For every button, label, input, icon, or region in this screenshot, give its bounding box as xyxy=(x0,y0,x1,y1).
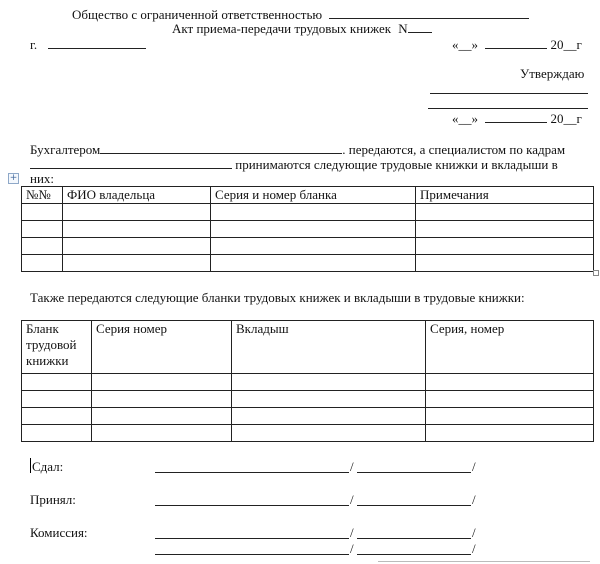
table-row xyxy=(22,391,594,408)
city-line xyxy=(30,36,146,52)
commission-name-field-1[interactable] xyxy=(357,538,471,539)
table-move-handle-icon[interactable]: + xyxy=(9,173,18,183)
table-row xyxy=(22,425,594,442)
table-row xyxy=(22,204,594,221)
approval-date-line xyxy=(452,110,582,126)
table-cell[interactable] xyxy=(416,238,594,255)
accountant-name-field[interactable] xyxy=(100,141,342,154)
page-edge-line xyxy=(378,561,590,562)
separator: / xyxy=(472,541,476,556)
separator: / xyxy=(472,459,476,474)
approval-name-field[interactable] xyxy=(428,108,588,109)
commission-position-field-2[interactable] xyxy=(155,554,349,555)
city-field[interactable] xyxy=(48,36,146,49)
table-cell[interactable] xyxy=(63,255,211,272)
received-name-field[interactable] xyxy=(357,505,471,506)
table-cell[interactable] xyxy=(22,391,92,408)
separator: / xyxy=(350,459,354,474)
header-date-day: «__» xyxy=(452,37,478,52)
table-row xyxy=(22,408,594,425)
col-series-number-header: Серия номер xyxy=(92,321,232,374)
table-cell[interactable] xyxy=(63,221,211,238)
table-cell[interactable] xyxy=(92,391,232,408)
table-cell[interactable] xyxy=(63,238,211,255)
handed-name-field[interactable] xyxy=(357,472,471,473)
transfer-line-2 xyxy=(30,156,558,172)
table-cell[interactable] xyxy=(416,204,594,221)
table-cell[interactable] xyxy=(22,374,92,391)
approval-date-month-field[interactable] xyxy=(485,110,547,123)
table-row xyxy=(22,238,594,255)
col-number-header: №№ xyxy=(22,187,63,204)
table-resize-handle-icon[interactable] xyxy=(593,270,599,276)
commission-name-field-2[interactable] xyxy=(357,554,471,555)
col-blank-header: Бланк трудовой книжки xyxy=(22,321,92,374)
work-books-table xyxy=(21,186,594,272)
table-header-row xyxy=(22,187,594,204)
col-owner-header: ФИО владельца xyxy=(63,187,211,204)
col-insert-header: Вкладыш xyxy=(232,321,426,374)
table-cell[interactable] xyxy=(211,204,416,221)
table-cell[interactable] xyxy=(22,238,63,255)
table-cell[interactable] xyxy=(426,408,594,425)
approval-date-day: «__» xyxy=(452,111,478,126)
table-row xyxy=(22,374,594,391)
header-date-month-field[interactable] xyxy=(485,36,547,49)
table-cell[interactable] xyxy=(232,374,426,391)
received-label: Принял: xyxy=(30,492,76,507)
table-cell[interactable] xyxy=(22,221,63,238)
act-number-field[interactable] xyxy=(408,20,432,33)
approval-date-year: 20__г xyxy=(550,111,582,126)
text-cursor xyxy=(30,458,31,473)
header-date-line xyxy=(452,36,582,52)
commission-position-field-1[interactable] xyxy=(155,538,349,539)
table-cell[interactable] xyxy=(232,391,426,408)
section2-text: Также передаются следующие бланки трудовых книжек и вкладыши в трудовые книжки: xyxy=(30,290,525,305)
table-cell[interactable] xyxy=(211,238,416,255)
transfer-line-3: них: xyxy=(30,171,55,186)
accountant-label: Бухгалтером xyxy=(30,142,101,157)
table-cell[interactable] xyxy=(22,204,63,221)
act-number-label: N xyxy=(398,21,408,36)
handed-position-field[interactable] xyxy=(155,472,349,473)
col-series-header: Серия и номер бланка xyxy=(211,187,416,204)
org-name-field[interactable] xyxy=(329,6,529,19)
table-cell[interactable] xyxy=(416,221,594,238)
table-cell[interactable] xyxy=(211,255,416,272)
col-notes-header: Примечания xyxy=(416,187,594,204)
table-cell[interactable] xyxy=(22,425,92,442)
accept-text: принимаются следующие трудовые книжки и вкладыши в xyxy=(235,157,558,172)
separator: / xyxy=(350,525,354,540)
separator: / xyxy=(472,525,476,540)
transfer-text: . передаются, а специалистом по кадрам xyxy=(342,142,566,157)
table-cell[interactable] xyxy=(232,425,426,442)
hr-specialist-name-field[interactable] xyxy=(30,156,232,169)
table-row xyxy=(22,221,594,238)
table-cell[interactable] xyxy=(22,408,92,425)
table-cell[interactable] xyxy=(63,204,211,221)
table-cell[interactable] xyxy=(426,374,594,391)
table-cell[interactable] xyxy=(92,425,232,442)
table-cell[interactable] xyxy=(92,374,232,391)
col-series-number-2-header: Серия, номер xyxy=(426,321,594,374)
blank-forms-table xyxy=(21,320,594,442)
header-date-year: 20__г xyxy=(550,37,582,52)
org-label: Общество с ограниченной ответственностью xyxy=(72,7,323,22)
handed-label: Сдал: xyxy=(32,459,64,474)
city-label: г. xyxy=(30,37,38,52)
table-cell[interactable] xyxy=(232,408,426,425)
table-header-row xyxy=(22,321,594,374)
table-cell[interactable] xyxy=(426,425,594,442)
received-position-field[interactable] xyxy=(155,505,349,506)
approval-position-field[interactable] xyxy=(430,93,588,94)
separator: / xyxy=(472,492,476,507)
separator: / xyxy=(350,492,354,507)
commission-label: Комиссия: xyxy=(30,525,88,540)
table-cell[interactable] xyxy=(211,221,416,238)
approval-label: Утверждаю xyxy=(520,66,585,81)
transfer-line-1 xyxy=(30,141,565,157)
act-title-line xyxy=(172,20,432,36)
table-row xyxy=(22,255,594,272)
table-cell[interactable] xyxy=(416,255,594,272)
separator: / xyxy=(350,541,354,556)
act-title: Акт приема-передачи трудовых книжек xyxy=(172,21,392,36)
table-cell[interactable] xyxy=(92,408,232,425)
table-cell[interactable] xyxy=(426,391,594,408)
table-cell[interactable] xyxy=(22,255,63,272)
